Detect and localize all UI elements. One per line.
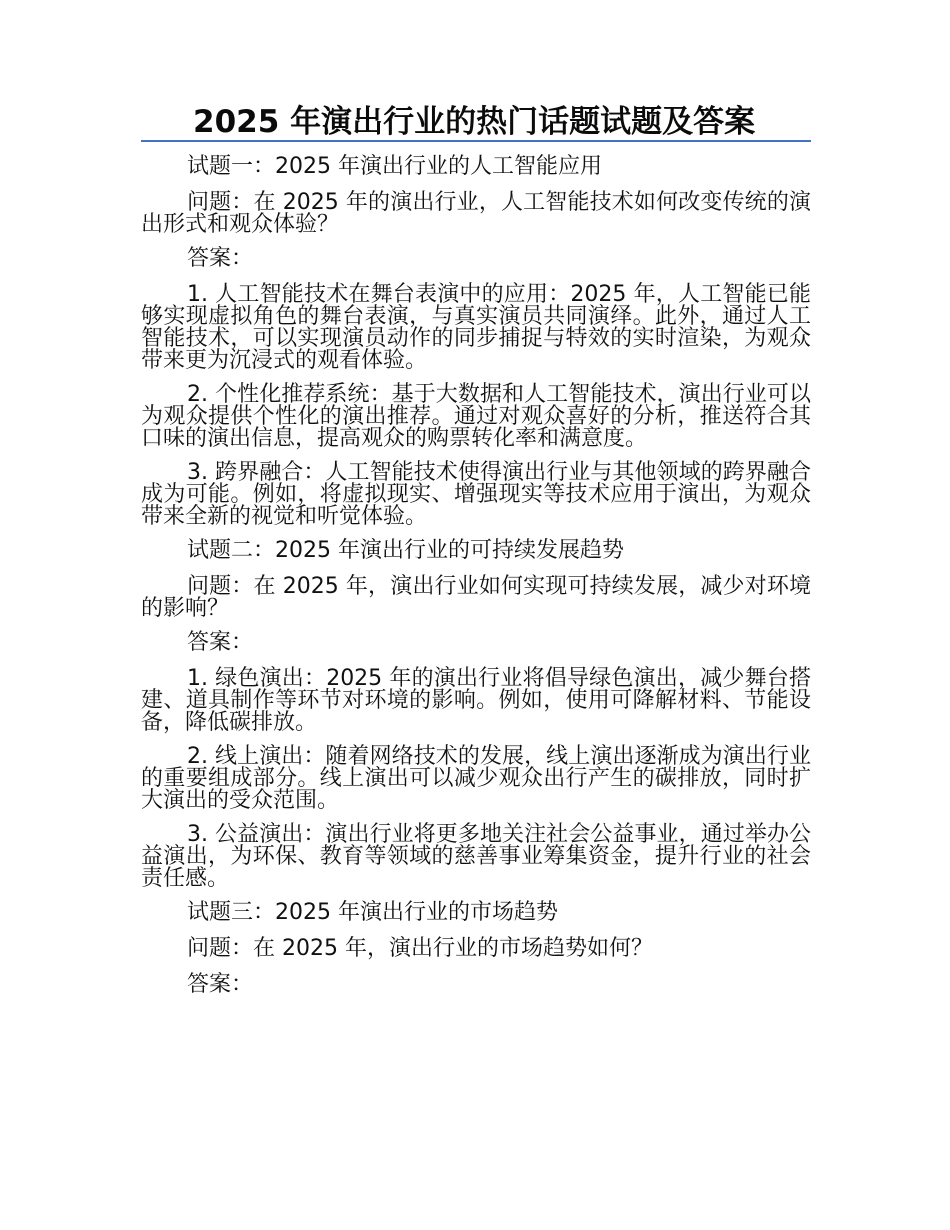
- section-2: [141, 540, 811, 890]
- answer-label: 答案：: [187, 630, 254, 655]
- section-question: 问题：在 2025 年的演出行业，人工智能技术如何改变传统的演出形式和观众体验？: [141, 190, 811, 237]
- answer-label: 答案：: [187, 246, 254, 271]
- section-heading: 试题二：2025 年演出行业的可持续发展趋势: [187, 538, 624, 563]
- section-heading: 试题三：2025 年演出行业的市场趋势: [187, 900, 558, 925]
- section-3: [141, 902, 811, 996]
- answer-point: 3. 公益演出：演出行业将更多地关注社会公益事业，通过举办公益演出，为环保、教育等领域的慈善事业筹集资金，提升行业的社会责任感。: [141, 822, 811, 891]
- document-title: 2025 年演出行业的热门话题试题及答案: [193, 104, 756, 140]
- answer-point: 1. 绿色演出：2025 年的演出行业将倡导绿色演出，减少舞台搭建、道具制作等环节对环境的影响。例如，使用可降解材料、节能设备，降低碳排放。: [141, 666, 811, 735]
- document-page: [141, 100, 811, 1010]
- answer-point: 2. 线上演出：随着网络技术的发展，线上演出逐渐成为演出行业的重要组成部分。线上演出可以减少观众出行产生的碳排放，同时扩大演出的受众范围。: [141, 744, 811, 813]
- answer-point: 1. 人工智能技术在舞台表演中的应用：2025 年，人工智能已能够实现虚拟角色的舞台表演，与真实演员共同演绎。此外，通过人工智能技术，可以实现演员动作的同步捕捉与特效的实时渲染，为观众带来更为沉浸式的观看体验。: [141, 282, 811, 373]
- section-question: 问题：在 2025 年，演出行业如何实现可持续发展，减少对环境的影响？: [141, 574, 811, 621]
- answer-point: 2. 个性化推荐系统：基于大数据和人工智能技术，演出行业可以为观众提供个性化的演出推荐。通过对观众喜好的分析，推送符合其口味的演出信息，提高观众的购票转化率和满意度。: [141, 382, 811, 451]
- answer-point: 3. 跨界融合：人工智能技术使得演出行业与其他领域的跨界融合成为可能。例如，将虚拟现实、增强现实等技术应用于演出，为观众带来全新的视觉和听觉体验。: [141, 460, 811, 529]
- title-block: [141, 100, 811, 142]
- answer-label: 答案：: [187, 972, 254, 997]
- section-question: 问题：在 2025 年，演出行业的市场趋势如何？: [187, 936, 653, 961]
- section-heading: 试题一：2025 年演出行业的人工智能应用: [187, 154, 602, 179]
- section-1: [141, 156, 811, 528]
